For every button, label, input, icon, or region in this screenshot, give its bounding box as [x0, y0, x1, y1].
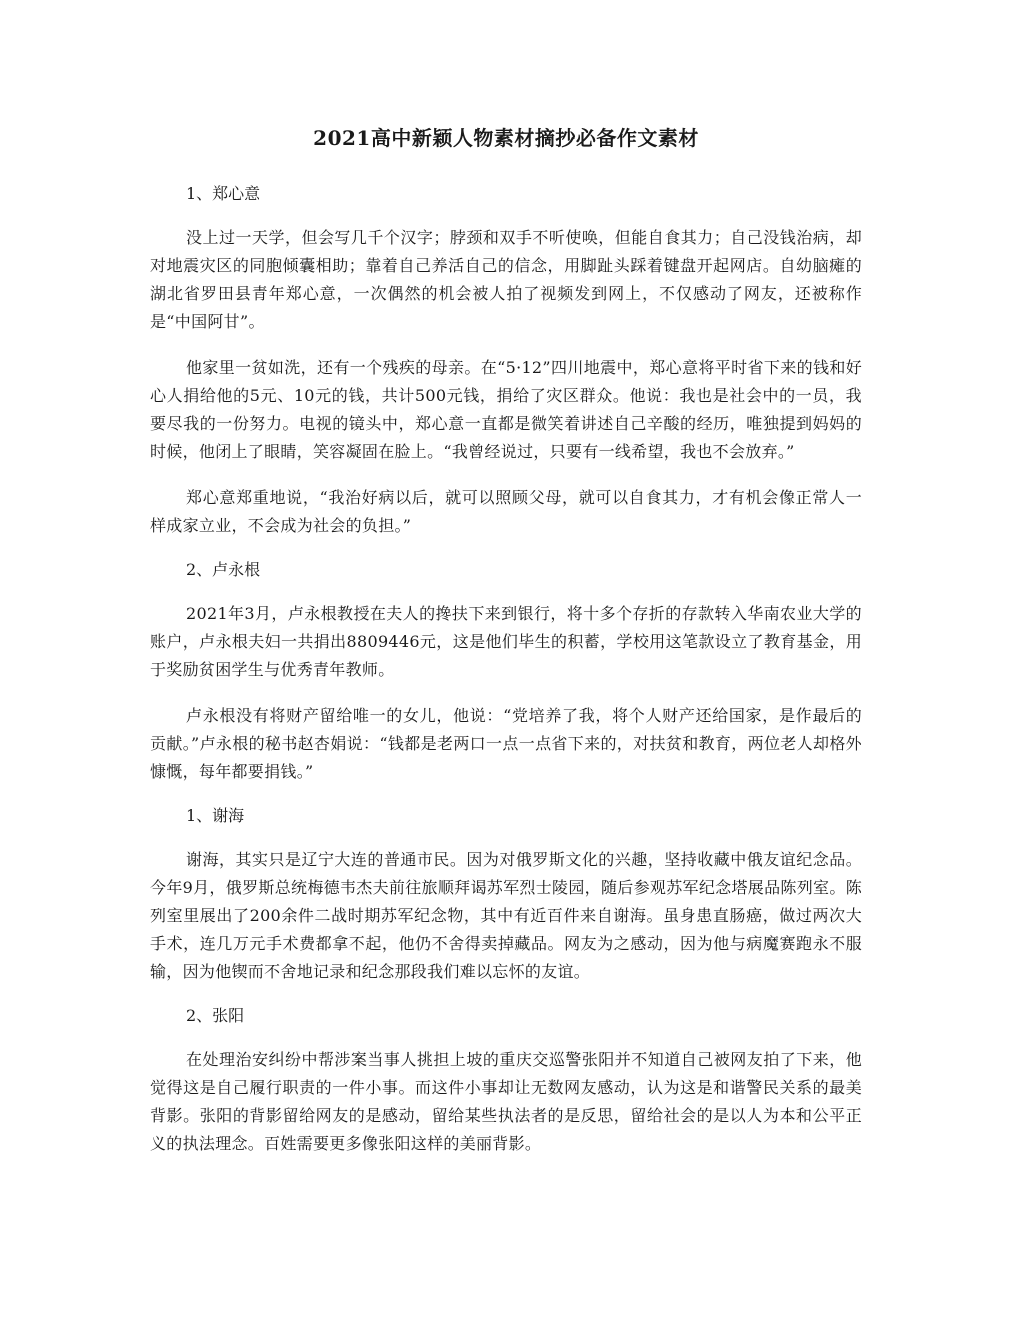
- paragraph: 郑心意郑重地说，“我治好病以后，就可以照顾父母，就可以自食其力，才有机会像正常人一样成家立业，不会成为社会的负担。”: [150, 488, 862, 535]
- paragraph: 谢海，其实只是辽宁大连的普通市民。因为对俄罗斯文化的兴趣，坚持收藏中俄友谊纪念品。今年9月，俄罗斯总统梅德韦杰夫前往旅顺拜谒苏军烈士陵园，随后参观苏军纪念塔展品陈列室。陈列室里展出了200余件二战时期苏军纪念物，其中有近百件来自谢海。虽身患直肠癌，做过两次大手术，连几万元手术费都拿不起，他仍不舍得卖掉藏品。网友为之感动，因为他与病魔赛跑永不服输，因为他锲而不舍地记录和纪念那段我们难以忘怀的友谊。: [150, 850, 862, 981]
- paragraph: 他家里一贫如洗，还有一个残疾的母亲。在“5·12”四川地震中，郑心意将平时省下来的钱和好心人捐给他的5元、10元的钱，共计500元钱，捐给了灾区群众。他说：我也是社会中的一员，我要尽我的一份努力。电视的镜头中，郑心意一直都是微笑着讲述自己辛酸的经历，唯独提到妈妈的时候，他闭上了眼睛，笑容凝固在脸上。“我曾经说过，只要有一线希望，我也不会放弃。”: [150, 358, 862, 461]
- paragraph: 在处理治安纠纷中帮涉案当事人挑担上坡的重庆交巡警张阳并不知道自己被网友拍了下来，他觉得这是自己履行职责的一件小事。而这件小事却让无数网友感动，认为这是和谐警民关系的最美背影。张阳的背影留给网友的是感动，留给某些执法者的是反思，留给社会的是以人为本和公平正义的执法理念。百姓需要更多像张阳这样的美丽背影。: [150, 1050, 862, 1153]
- section-heading-zheng-xinyi: 1、郑心意: [186, 184, 261, 203]
- paragraph: 卢永根没有将财产留给唯一的女儿，他说：“党培养了我，将个人财产还给国家，是作最后的贡献。”卢永根的秘书赵杏娟说：“钱都是老两口一点一点省下来的，对扶贫和教育，两位老人却格外慷慨，每年都要捐钱。”: [150, 706, 862, 781]
- section-heading-zhang-yang: 2、张阳: [186, 1006, 245, 1025]
- section-heading-xie-hai: 1、谢海: [186, 806, 245, 825]
- paragraph: 2021年3月，卢永根教授在夫人的搀扶下来到银行，将十多个存折的存款转入华南农业大学的账户，卢永根夫妇一共捐出8809446元，这是他们毕生的积蓄，学校用这笔款设立了教育基金，用于奖励贫困学生与优秀青年教师。: [150, 604, 862, 679]
- paragraph: 没上过一天学，但会写几千个汉字；脖颈和双手不听使唤，但能自食其力；自己没钱治病，却对地震灾区的同胞倾囊相助；靠着自己养活自己的信念，用脚趾头踩着键盘开起网店。自幼脑瘫的湖北省罗田县青年郑心意，一次偶然的机会被人拍了视频发到网上，不仅感动了网友，还被称作是“中国阿甘”。: [150, 228, 862, 331]
- section-heading-lu-yonggen: 2、卢永根: [186, 560, 261, 579]
- document-title: 2021高中新颖人物素材摘抄必备作文素材: [313, 126, 699, 150]
- document-page: [150, 118, 862, 1176]
